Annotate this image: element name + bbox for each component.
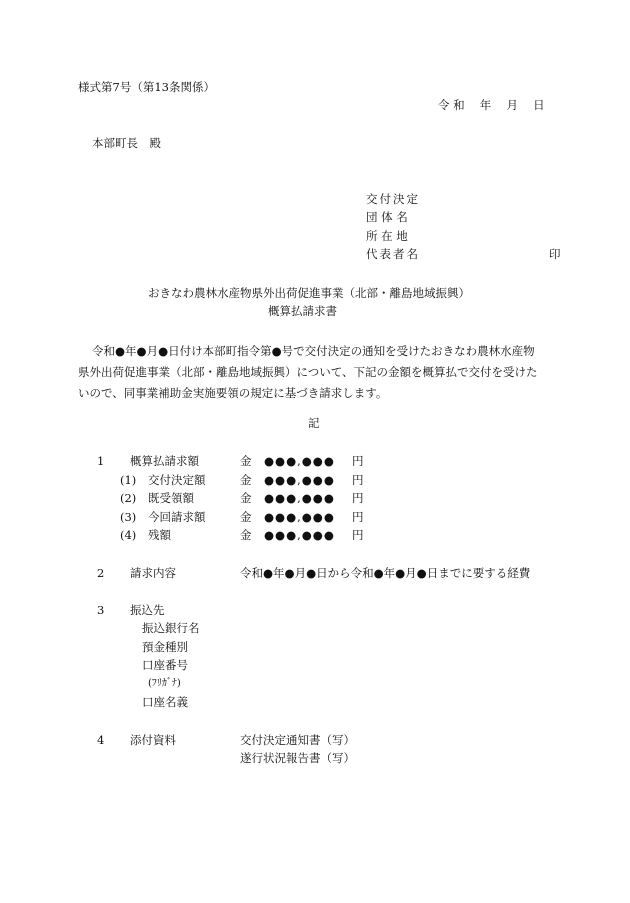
applicant-representative-label: 代表者名 xyxy=(366,247,420,261)
form-number: 様式第7号（第13条関係） xyxy=(78,80,215,94)
bank-name-label: 振込銀行名 xyxy=(142,621,200,635)
sub-item-4-amount: ●●●,●●● xyxy=(264,528,335,542)
section4-label: 添付資料 xyxy=(130,733,176,747)
addressee: 本部町長 殿 xyxy=(92,136,161,150)
sub-item-3-prefix: 金 xyxy=(240,510,252,524)
body-line: 県外出荷促進事業（北部・離島地域振興）について、下記の金額を概算払で交付を受けた xyxy=(78,365,538,379)
account-type-label: 預金種別 xyxy=(142,640,188,654)
applicant-group-name-label: 団 体 名 xyxy=(366,210,408,224)
body-paragraph xyxy=(78,341,554,404)
body-line: 令和●年●月●日付け本部町指令第●号で交付決定の通知を受けたおきなわ農林水産物 xyxy=(92,344,535,358)
section3-number: 3 xyxy=(97,603,105,617)
date-line: 令 和 年 月 日 xyxy=(438,98,545,112)
sub-item-2-amount: ●●●,●●● xyxy=(264,491,335,505)
attachment-item-1: 交付決定通知書（写） xyxy=(240,733,355,747)
sub-item-1-amount: ●●●,●●● xyxy=(264,473,335,487)
section4-number: 4 xyxy=(97,733,105,747)
attachment-item-2: 遂行状況報告書（写） xyxy=(240,751,355,765)
body-line: いので、同事業補助金実施要領の規定に基づき請求します。 xyxy=(78,386,388,400)
section2-number: 2 xyxy=(97,566,105,580)
sub-item-2-prefix: 金 xyxy=(240,491,252,505)
document-title-line2: 概算払請求書 xyxy=(268,304,337,318)
applicant-decision-label: 交付決定 xyxy=(366,192,420,206)
sub-item-2-number: (2) xyxy=(120,491,137,505)
sub-item-1-prefix: 金 xyxy=(240,473,252,487)
section1-amount-prefix: 金 xyxy=(240,454,252,468)
sub-item-4-unit: 円 xyxy=(352,528,364,542)
sub-item-4-number: (4) xyxy=(120,528,137,542)
section1-unit: 円 xyxy=(352,454,364,468)
sub-item-3-number: (3) xyxy=(120,510,137,524)
sub-item-3-amount: ●●●,●●● xyxy=(264,510,335,524)
applicant-address-label: 所 在 地 xyxy=(366,229,408,243)
section1-number: 1 xyxy=(97,454,105,468)
sub-item-2-label: 既受領額 xyxy=(148,491,194,505)
sub-item-1-unit: 円 xyxy=(352,473,364,487)
section2-value: 令和●年●月●日から令和●年●月●日までに要する経費 xyxy=(240,566,531,580)
section1-label: 概算払請求額 xyxy=(130,454,199,468)
sub-item-3-unit: 円 xyxy=(352,510,364,524)
sub-item-1-number: (1) xyxy=(120,473,137,487)
section3-label: 振込先 xyxy=(130,603,165,617)
sub-item-4-prefix: 金 xyxy=(240,528,252,542)
sub-item-2-unit: 円 xyxy=(352,491,364,505)
account-number-label: 口座番号 xyxy=(142,658,188,672)
ki-heading: 記 xyxy=(308,416,320,430)
section2-label: 請求内容 xyxy=(130,566,176,580)
sub-item-1-label: 交付決定額 xyxy=(148,473,206,487)
account-holder-label: 口座名義 xyxy=(142,695,188,709)
sub-item-4-label: 残額 xyxy=(148,528,171,542)
furigana-label: (ﾌﾘｶﾞﾅ) xyxy=(148,678,181,689)
seal-mark: 印 xyxy=(549,247,561,261)
section1-amount: ●●●,●●● xyxy=(264,454,335,468)
document-title-line1: おきなわ農林水産物県外出荷促進事業（北部・離島地域振興） xyxy=(148,286,470,300)
sub-item-3-label: 今回請求額 xyxy=(148,510,206,524)
